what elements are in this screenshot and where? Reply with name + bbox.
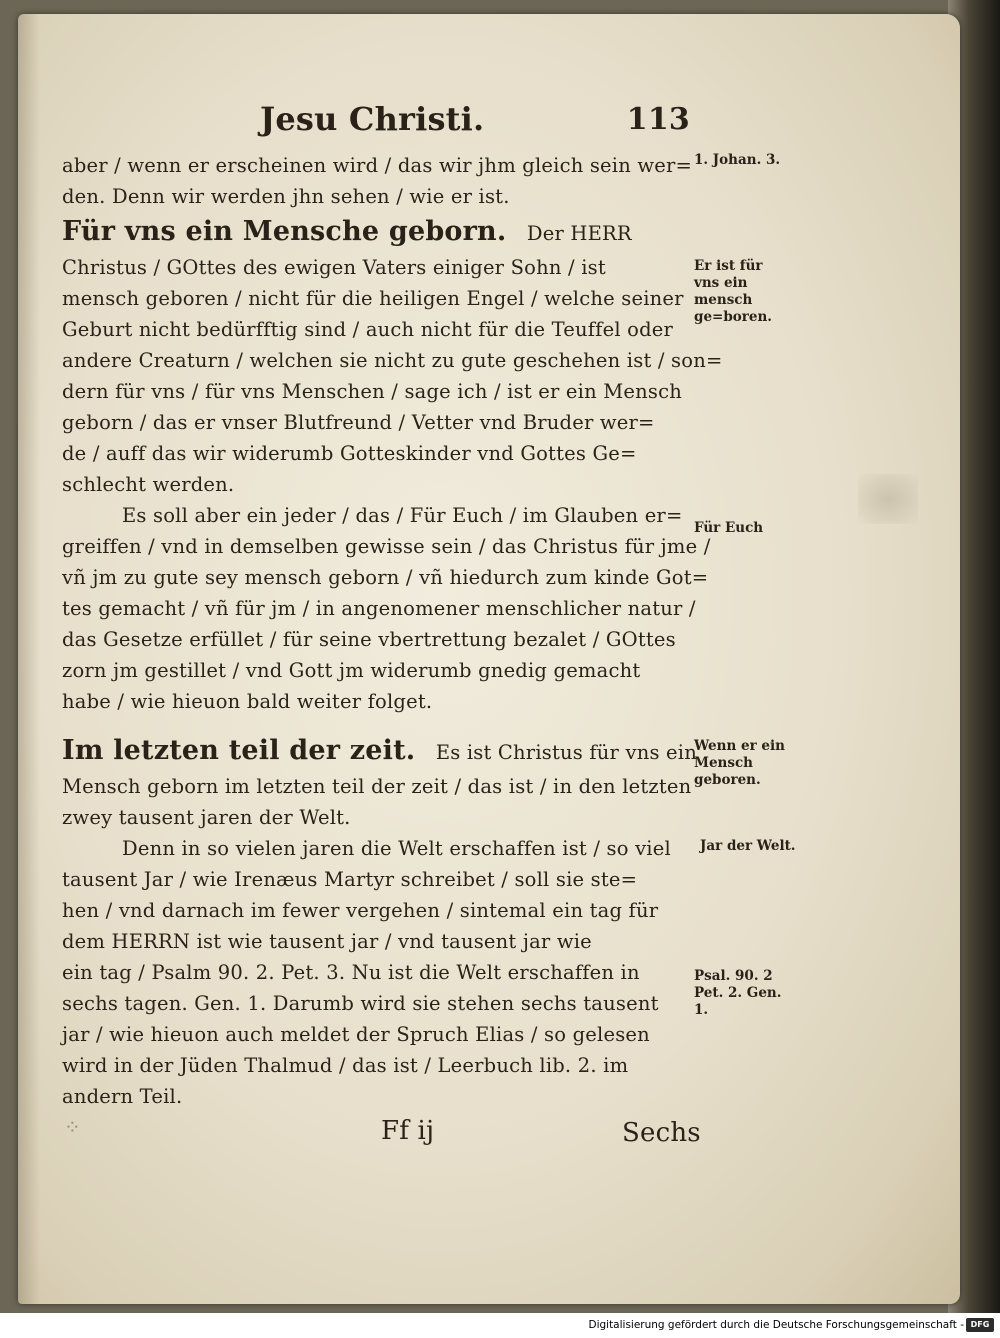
text-line: jar / wie hieuon auch meldet der Spruch Elias / so gelesen <box>62 1023 650 1046</box>
text-line: habe / wie hieuon bald weiter folget. <box>62 690 433 713</box>
text-line: Denn in so vielen jaren die Welt erschaffen ist / so viel <box>122 837 671 860</box>
text-line: tausent Jar / wie Irenæus Martyr schreibet / soll sie ste= <box>62 868 638 891</box>
page-number: 113 <box>626 102 690 137</box>
text-line: das Gesetze erfüllet / für seine vbertrettung bezalet / GOttes <box>62 628 676 651</box>
text-line: greiffen / vnd in demselben gewisse sein / das Christus für jme / <box>62 535 711 558</box>
dfg-logo: DFG <box>966 1318 994 1332</box>
signature-mark: Ff ij <box>381 1116 435 1146</box>
page-fold-shadow <box>18 14 40 1304</box>
text-line: zwey tausent jaren der Welt. <box>62 806 351 829</box>
catchword: Sechs <box>622 1118 701 1148</box>
text-line: zorn jm gestillet / vnd Gott jm widerumb gnedig gemacht <box>62 659 641 682</box>
text-line: andern Teil. <box>62 1085 183 1108</box>
heading-continuation: Der HERR <box>526 222 632 245</box>
margin-note: Er ist für vns ein mensch ge=boren. <box>694 258 773 325</box>
text-line: wird in der Jüden Thalmud / das ist / Leerbuch lib. 2. im <box>62 1054 629 1077</box>
funding-credit: Digitalisierung gefördert durch die Deutsche Forschungsgemeinschaft - <box>588 1319 964 1331</box>
text-line: Es soll aber ein jeder / das / Für Euch / im Glauben er= <box>122 504 683 527</box>
text-line: tes gemacht / vñ für jm / in angenomener menschlicher natur / <box>62 597 696 620</box>
body-text <box>62 150 723 1112</box>
text-line: hen / vnd darnach im fewer vergehen / sintemal ein tag für <box>62 899 659 922</box>
faint-mark: ⁘ <box>64 1115 81 1139</box>
running-title: Jesu Christi. <box>260 100 485 138</box>
section-heading: Im letzten teil der zeit. <box>62 735 416 766</box>
text-line: Christus / GOttes des ewigen Vaters einiger Sohn / ist <box>62 256 606 279</box>
text-line: dem HERRN ist wie tausent jar / vnd tausent jar wie <box>62 930 592 953</box>
text-line: Mensch geborn im letzten teil der zeit / das ist / in den letzten <box>62 775 692 798</box>
text-line: vñ jm zu gute sey mensch geborn / vñ hiedurch zum kinde Got= <box>62 566 709 589</box>
heading-continuation: Es ist Christus für vns ein <box>435 741 697 764</box>
text-line: andere Creaturn / welchen sie nicht zu gute geschehen ist / son= <box>62 349 723 372</box>
text-line: den. Denn wir werden jhn sehen / wie er ist. <box>62 185 510 208</box>
text-line: mensch geboren / nicht für die heiligen Engel / welche seiner <box>62 287 684 310</box>
margin-note: 1. Johan. 3. <box>694 152 781 168</box>
margin-note: Für Euch <box>694 520 764 536</box>
page-header <box>230 100 700 144</box>
margin-note: Psal. 90. 2 Pet. 2. Gen. 1. <box>694 968 782 1018</box>
text-line: Geburt nicht bedürfftig sind / auch nicht für die Teuffel oder <box>62 318 674 341</box>
text-line: de / auff das wir widerumb Gotteskinder vnd Gottes Ge= <box>62 442 637 465</box>
section-heading: Für vns ein Mensche geborn. <box>62 216 507 247</box>
text-line: schlecht werden. <box>62 473 235 496</box>
text-line: dern für vns / für vns Menschen / sage ich / ist er ein Mensch <box>62 380 683 403</box>
text-line: sechs tagen. Gen. 1. Darumb wird sie stehen sechs tausent <box>62 992 659 1015</box>
margin-note: Wenn er ein Mensch geboren. <box>694 738 785 788</box>
text-line: aber / wenn er erscheinen wird / das wir jhm gleich sein wer= <box>62 154 693 177</box>
section-heading-line <box>62 731 697 771</box>
paper-stain <box>858 474 918 524</box>
section-heading-line <box>62 212 694 252</box>
text-line: geborn / das er vnser Blutfreund / Vetter vnd Bruder wer= <box>62 411 655 434</box>
text-line: ein tag / Psalm 90. 2. Pet. 3. Nu ist die Welt erschaffen in <box>62 961 640 984</box>
margin-note: Jar der Welt. <box>700 838 796 854</box>
